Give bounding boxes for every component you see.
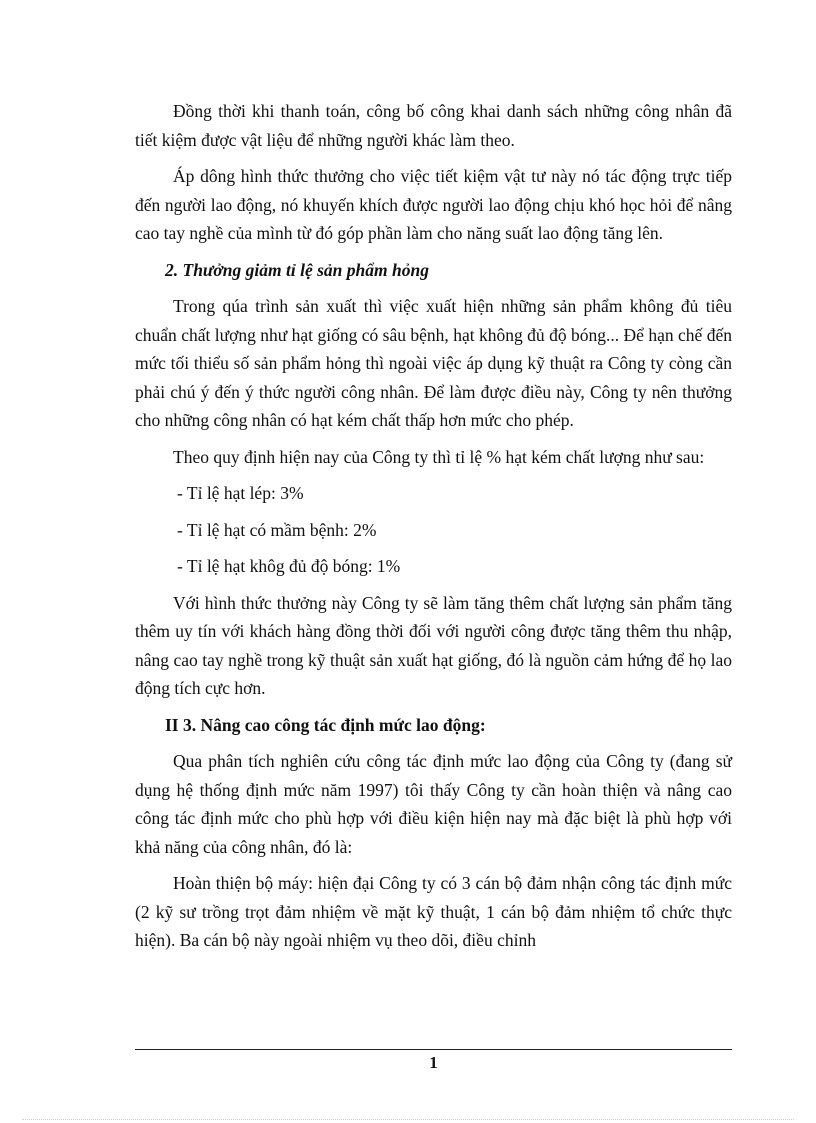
page-bottom-edge (22, 1119, 794, 1120)
list-item-diseased-seed-rate: - Tỉ lệ hạt có mầm bệnh: 2% (177, 519, 377, 540)
section-heading-defect-reward: 2. Thưởng giảm tỉ lệ sản phẩm hỏng (165, 259, 429, 280)
paragraph-payment-announcement: Đồng thời khi thanh toán, công bố công khai danh sách những công nhân đã tiết kiệm được vật liệu để những người khác làm theo. (135, 101, 732, 150)
page-body (135, 97, 732, 963)
list-item-empty-seed-rate: - Tỉ lệ hạt lép: 3% (177, 483, 304, 503)
paragraph-reward-effect: Áp dông hình thức thưởng cho việc tiết kiệm vật tư này nó tác động trực tiếp đến người lao động, nó khuyến khích được người lao động chịu khó học hỏi để nâng cao tay nghề của mình từ đó góp phần làm cho năng suất lao động tăng lên. (135, 166, 732, 243)
footer-divider (135, 1049, 732, 1050)
section-heading-labor-norms: II 3. Nâng cao công tác định mức lao động: (165, 714, 486, 735)
page-number: 1 (429, 1053, 438, 1072)
paragraph-norm-analysis: Qua phân tích nghiên cứu công tác định mức lao động của Công ty (đang sử dụng hệ thống định mức năm 1997) tôi thấy Công ty cần hoàn thiện và nâng cao công tác định mức cho phù hợp với điều kiện hiện nay mà đặc biệt là phù hợp với khả năng của công nhân, đó là: (135, 751, 732, 857)
paragraph-apparatus-improvement: Hoàn thiện bộ máy: hiện đại Công ty có 3 cán bộ đảm nhận công tác định mức (2 kỹ sư trồng trọt đảm nhiệm về mặt kỹ thuật, 1 cán bộ đảm nhiệm tổ chức thực hiện). Ba cán bộ này ngoài nhiệm vụ theo dõi, điều chỉnh (135, 873, 732, 950)
paragraph-reward-benefits: Với hình thức thưởng này Công ty sẽ làm tăng thêm chất lượng sản phẩm tăng thêm uy tín với khách hàng đồng thời đối với người công được tăng thêm thu nhập, nâng cao tay nghề trong kỹ thuật sản xuất hạt giống, đó là nguồn cảm hứng để họ lao động tích cực hơn. (135, 592, 732, 698)
paragraph-defect-production: Trong qúa trình sản xuất thì việc xuất hiện những sản phẩm không đủ tiêu chuẩn chất lượng như hạt giống có sâu bệnh, hạt không đủ độ bóng... Để hạn chế đến mức tối thiểu số sản phẩm hỏng thì ngoài việc áp dụng kỹ thuật ra Công ty còng cần phải chú ý đến ý thức người công nhân. Để làm được điều này, Công ty nên thưởng cho những công nhân có hạt kém chất thấp hơn mức cho phép. (135, 296, 732, 430)
paragraph-company-regulation: Theo quy định hiện nay của Công ty thì tỉ lệ % hạt kém chất lượng như sau: (173, 446, 705, 467)
list-item-gloss-seed-rate: - Tỉ lệ hạt khôg đủ độ bóng: 1% (177, 556, 401, 576)
